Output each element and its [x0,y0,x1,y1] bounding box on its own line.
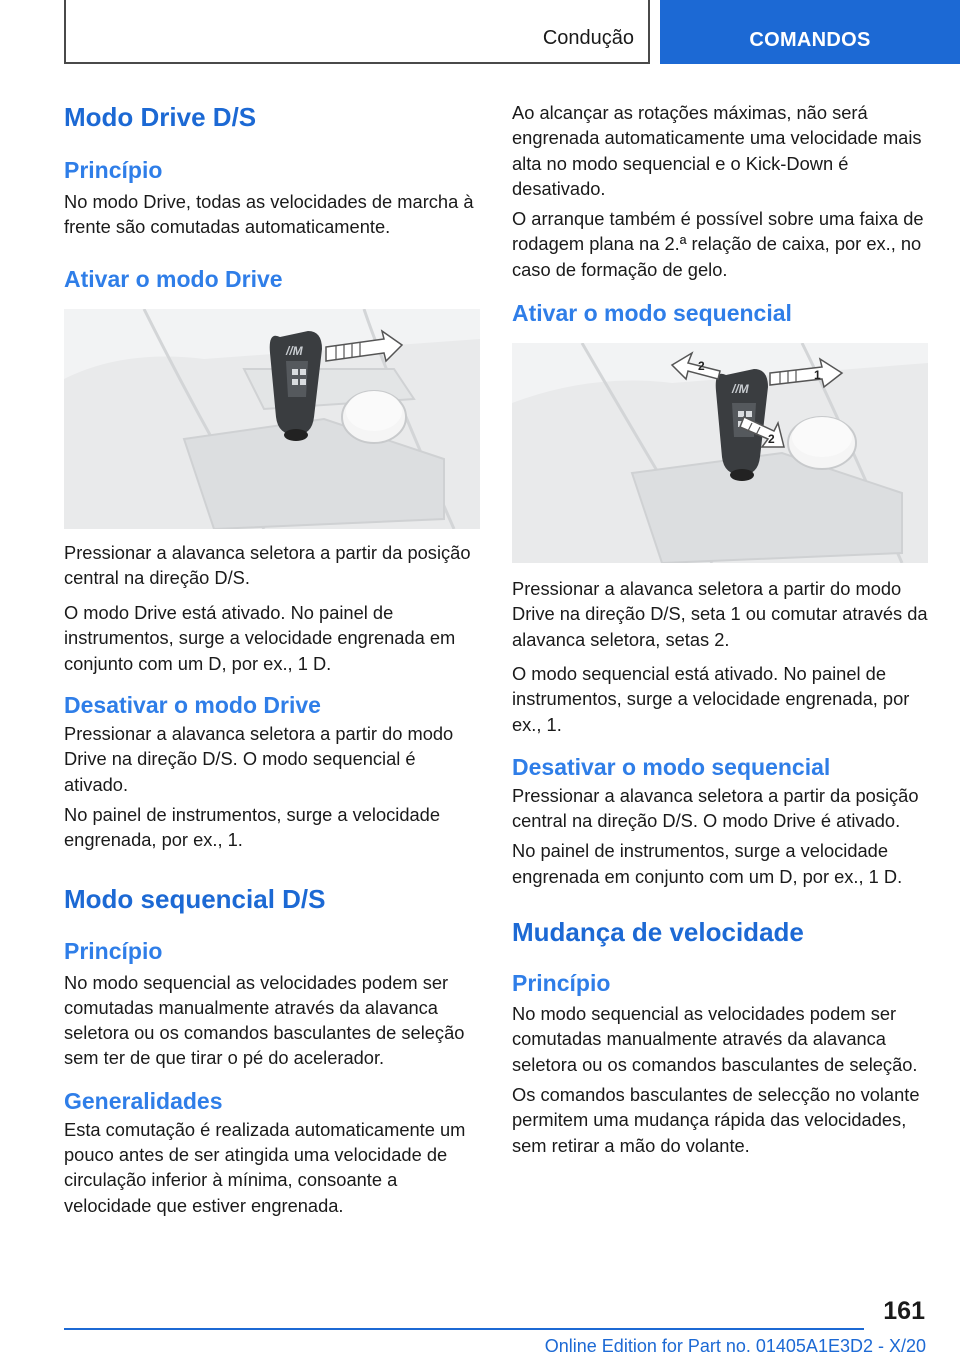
figure-sequential-mode-lever [512,343,928,563]
subheading-principle-sequential: Princípio [64,937,163,964]
paragraph-deactivate-drive-result: No painel de instrumentos, surge a velocidade engrenada, por ex., 1. [64,803,441,851]
svg-text://M: //M [732,382,749,397]
subheading-deactivate-drive: Desativar o modo Drive [64,692,321,719]
paragraph-start-second-gear: O arranque também é possível sobre uma faixa de rodagem plana na 2.ª relação de caixa, por ex., no caso de formação de gelo. [512,208,924,280]
section-tab [64,0,650,64]
arrow-label-2-down: 2 [768,432,775,447]
paragraph-activate-drive-step: Pressionar a alavanca seletora a partir da posição central na direção D/S. [64,541,471,588]
subheading-deactivate-sequential: Desativar o modo sequencial [512,753,831,780]
arrow-label-1: 1 [814,368,821,383]
paragraph-deactivate-sequential-step: Pressionar a alavanca seletora a partir da posição central na direção D/S. O modo Drive é ativado. [512,784,919,832]
heading-drive-mode: Modo Drive D/S [64,102,257,132]
subheading-activate-drive: Ativar o modo Drive [64,265,283,292]
subheading-principle-drive: Princípio [64,157,163,183]
footer-divider [64,1328,864,1330]
footer-edition: Online Edition for Part no. 01405A1E3D2 - X/20 [544,1336,926,1356]
paragraph-max-rpm: Ao alcançar as rotações máximas, não será engrenada automaticamente uma velocidade mais alta no modo sequencial e o Kick-Down é desativado. [512,102,922,199]
arrow-label-2-up: 2 [698,359,705,374]
heading-gear-change: Mudança de velocidade [512,917,804,948]
paragraph-sequential-principle: No modo sequencial as velocidades podem ser comutadas manualmente através da alavanca seletora ou os comandos basculantes de seleção sem ter de que tirar o pé do acelerador. [64,971,465,1069]
subheading-activate-sequential: Ativar o modo sequencial [512,300,792,327]
paragraph-activate-sequential-result: O modo sequencial está ativado. No painel de instrumentos, surge a velocidade engrenada, por ex., 1. [512,662,910,735]
paragraph-deactivate-sequential-result: No painel de instrumentos, surge a velocidade engrenada em conjunto com um D, por ex., 1 D. [512,840,903,887]
section-title: Condução [542,27,634,49]
paragraph-gear-change-principle: No modo sequencial as velocidades podem ser comutadas manualmente através da alavanca seletora ou os comandos basculantes de seleção. [512,1003,918,1075]
chapter-tab [660,0,960,64]
heading-sequential-mode: Modo sequencial D/S [64,883,326,914]
gear-lever-arrows-illustration [512,343,928,563]
paragraph-activate-drive-result: O modo Drive está ativado. No painel de instrumentos, surge a velocidade engrenada em conjunto com um D, por ex., 1 D. [64,602,456,674]
page-header [0,0,960,66]
subheading-general: Generalidades [64,1087,223,1114]
paragraph-paddle-shifters: Os comandos basculantes de selecção no volante permitem uma mudança rápida das velocidades, sem retirar a mão do volante. [512,1083,920,1156]
svg-text://M: //M [286,343,303,358]
left-column [64,100,480,1218]
figure-drive-mode-lever [64,309,480,529]
paragraph-activate-sequential-step: Pressionar a alavanca seletora a partir do modo Drive na direção D/S, seta 1 ou comutar através da alavanca seletora, setas 2. [512,578,928,650]
paragraph-drive-principle: No modo Drive, todas as velocidades de marcha à frente são comutadas automaticamente. [64,191,474,238]
gear-lever-illustration [64,309,480,529]
paragraph-deactivate-drive-step: Pressionar a alavanca seletora a partir do modo Drive na direção D/S. O modo sequencial é ativado. [64,723,454,795]
paragraph-general: Esta comutação é realizada automaticamente um pouco antes de ser atingida uma velocidade de circulação inferior à mínima, consoante a velocidade que estiver engrenada. [64,1118,466,1216]
subheading-principle-gear-change: Princípio [512,970,611,997]
page-number: 161 [883,1297,925,1325]
chapter-title: COMANDOS [749,29,871,51]
right-column [512,100,928,1158]
